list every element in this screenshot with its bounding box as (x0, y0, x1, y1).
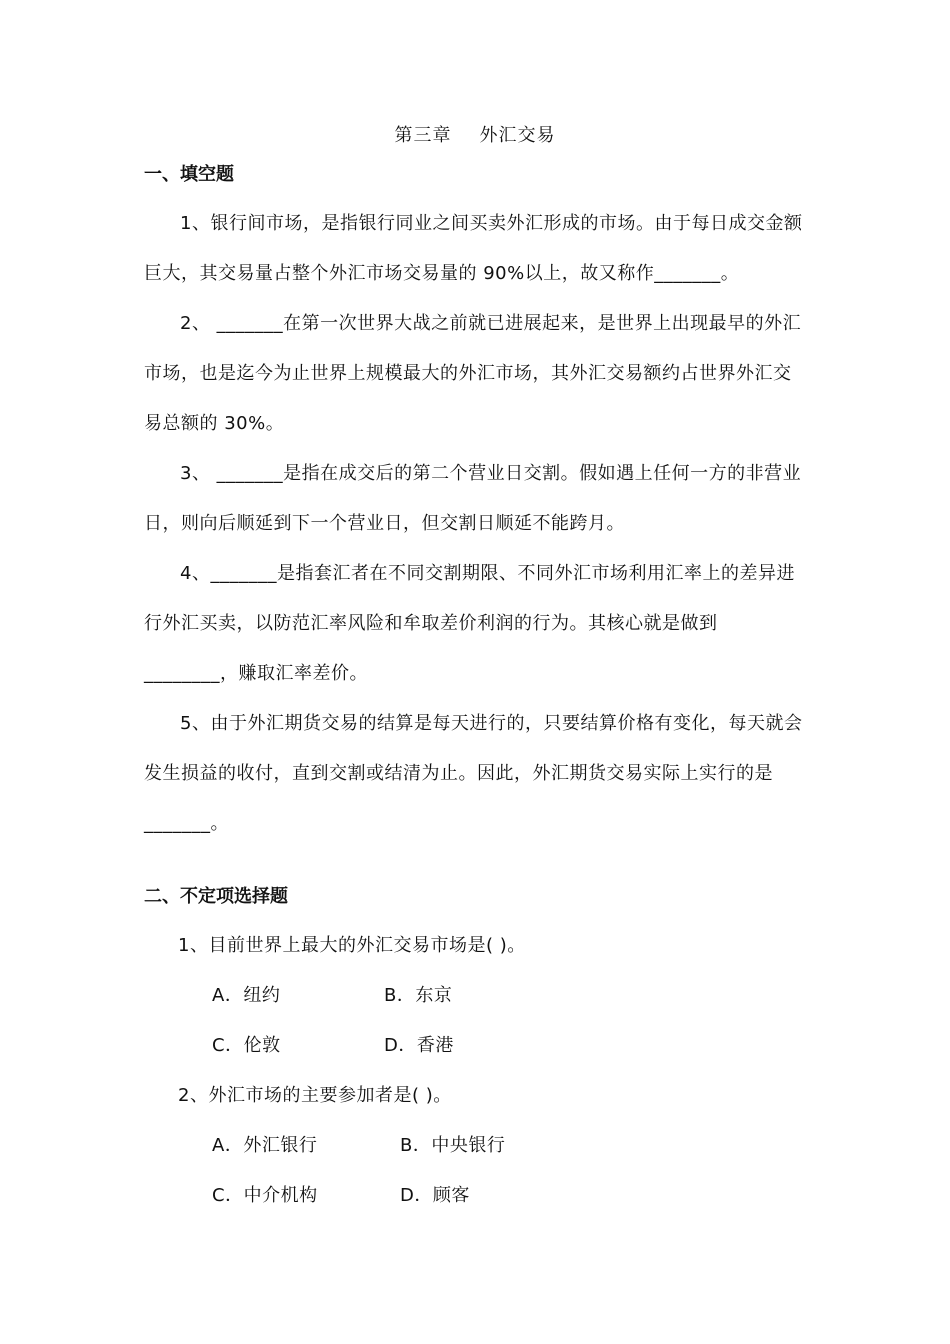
fill-blank-item-1: 1、银行间市场，是指银行同业之间买卖外汇形成的市场。由于每日成交金额巨大，其交易量占整个外汇市场交易量的 90%以上，故又称作_______。 (144, 213, 803, 284)
question-1-option-b: B．东京 (384, 985, 453, 1006)
question-1-option-d: D．香港 (384, 1035, 454, 1056)
page-title (0, 124, 950, 148)
question-2-option-d: D．顾客 (400, 1185, 470, 1206)
title-subject: 外汇交易 (479, 125, 556, 146)
title-chapter: 第三章 (394, 125, 452, 146)
fill-blank-item-3: 3、 _______是指在成交后的第二个营业日交割。假如遇上任何一方的非营业日，则向后顺延到下一个营业日，但交割日顺延不能跨月。 (144, 463, 802, 534)
choice-question-1: 1、目前世界上最大的外汇交易市场是( )。 (178, 935, 526, 956)
question-2-option-b: B．中央银行 (400, 1135, 506, 1156)
question-1-option-a: A．纽约 (212, 985, 281, 1006)
fill-blank-item-5: 5、由于外汇期货交易的结算是每天进行的，只要结算价格有变化，每天就会发生损益的收付，直到交割或结清为止。因此，外汇期货交易实际上实行的是_______。 (144, 713, 803, 834)
choice-question-2: 2、外汇市场的主要参加者是( )。 (178, 1085, 452, 1106)
fill-blank-item-4: 4、_______是指套汇者在不同交割期限、不同外汇市场利用汇率上的差异进行外汇买卖，以防范汇率风险和牟取差价利润的行为。其核心就是做到________，赚取汇率差价。 (144, 563, 795, 684)
fill-blank-item-2: 2、 _______在第一次世界大战之前就已进展起来，是世界上出现最早的外汇市场，也是迄今为止世界上规模最大的外汇市场，其外汇交易额约占世界外汇交易总额的 30%。 (144, 313, 802, 434)
section-heading-fill-blank: 一、填空题 (144, 164, 234, 185)
section-heading-multiple-choice: 二、不定项选择题 (144, 886, 288, 907)
question-1-option-c: C．伦敦 (212, 1035, 281, 1056)
question-2-option-a: A．外汇银行 (212, 1135, 318, 1156)
question-2-option-c: C．中介机构 (212, 1185, 318, 1206)
